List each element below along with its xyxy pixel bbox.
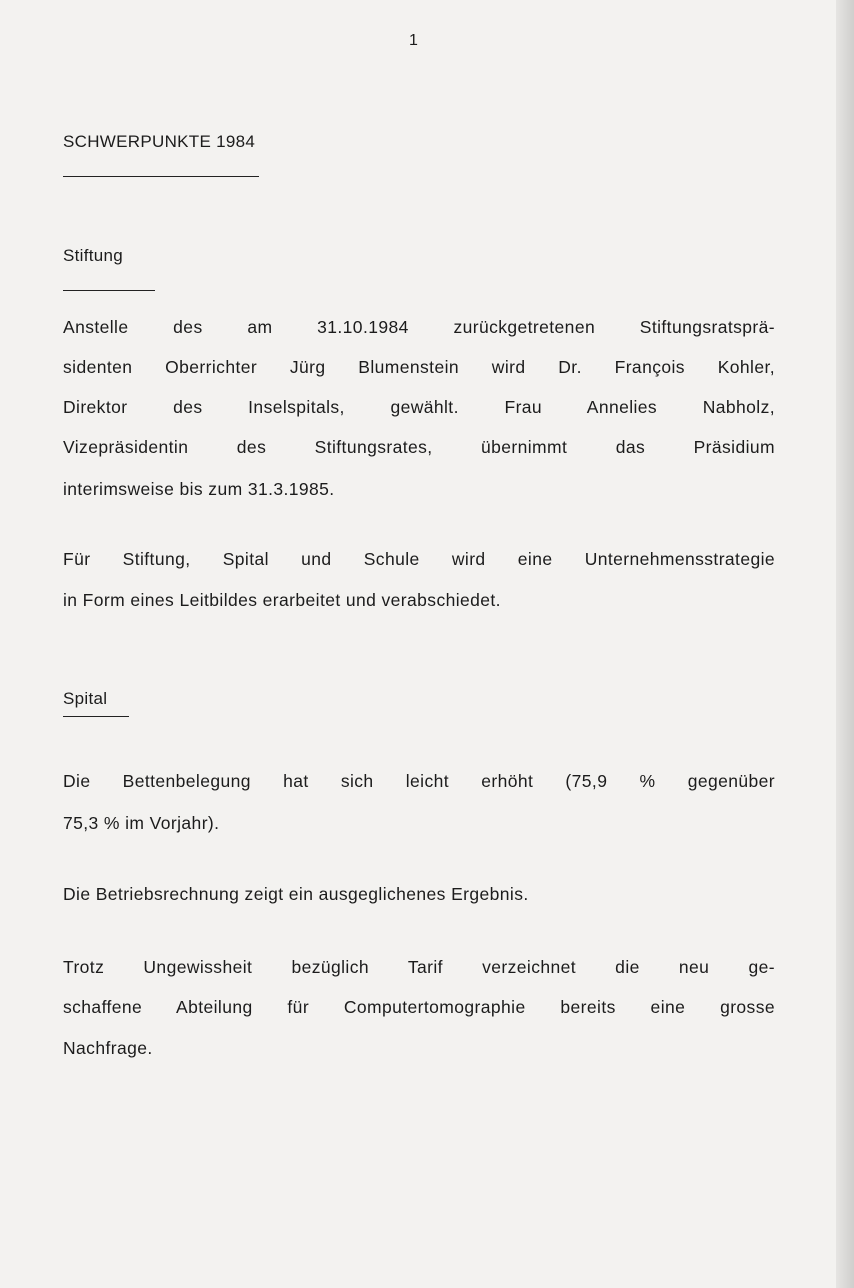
paragraph-line: Die Betriebsrechnung zeigt ein ausgeglichenes Ergebnis. — [63, 884, 529, 904]
section-title-stiftung: Stiftung — [63, 246, 124, 265]
paragraph-line: schaffene Abteilung für Computertomographie bereits eine grosse — [63, 997, 775, 1017]
document-heading: SCHWERPUNKTE 1984 — [63, 132, 256, 151]
section-underline — [63, 716, 129, 717]
paragraph-line: Anstelle des am 31.10.1984 zurückgetretenen Stiftungsratsprä- — [63, 317, 775, 337]
section-underline — [63, 290, 155, 291]
paragraph-line: Die Bettenbelegung hat sich leicht erhöht (75,9 % gegenüber — [63, 771, 775, 791]
paragraph-line: Trotz Ungewissheit bezüglich Tarif verzeichnet die neu ge- — [63, 957, 775, 977]
paragraph-line: interimsweise bis zum 31.3.1985. — [63, 479, 335, 499]
heading-underline — [63, 176, 259, 177]
section-title-spital: Spital — [63, 689, 108, 708]
paragraph-line: Direktor des Inselspitals, gewählt. Frau Annelies Nabholz, — [63, 397, 775, 417]
paragraph-line: Nachfrage. — [63, 1038, 153, 1058]
paragraph-line: sidenten Oberrichter Jürg Blumenstein wird Dr. François Kohler, — [63, 357, 775, 377]
paragraph-line: in Form eines Leitbildes erarbeitet und verabschiedet. — [63, 590, 501, 610]
page-edge — [836, 0, 854, 1288]
paragraph-line: Vizepräsidentin des Stiftungsrates, übernimmt das Präsidium — [63, 437, 775, 457]
paragraph-line: 75,3 % im Vorjahr). — [63, 813, 220, 833]
page-number: 1 — [409, 32, 418, 49]
paragraph-line: Für Stiftung, Spital und Schule wird eine Unternehmensstrategie — [63, 549, 775, 569]
